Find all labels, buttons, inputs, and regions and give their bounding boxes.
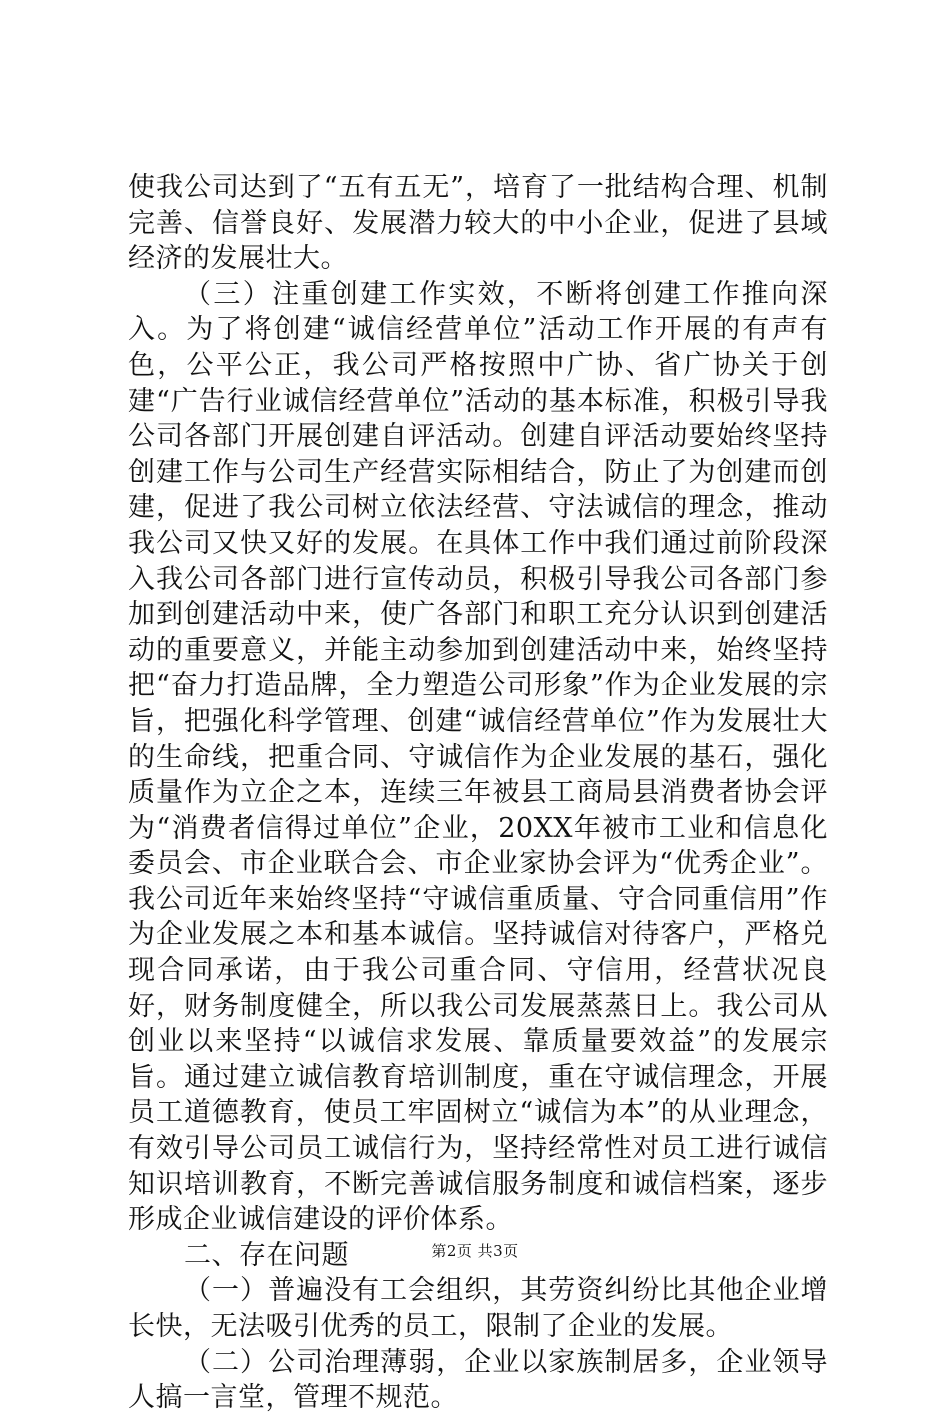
- paragraph-continuation: 使我公司达到了“五有五无”，培育了一批结构合理、机制完善、信誉良好、发展潜力较大的中小企业，促进了县域经济的发展壮大。: [128, 172, 828, 275]
- document-body: [128, 170, 828, 1416]
- paragraph-problem-two: （二）公司治理薄弱，企业以家族制居多，企业领导人搞一言堂，管理不规范。: [128, 1346, 828, 1414]
- page-number-footer: 第2页 共3页: [431, 1242, 519, 1260]
- paragraph-section-three: （三）注重创建工作实效，不断将创建工作推向深入。为了将创建“诚信经营单位”活动工作开展的有声有色，公平公正，我公司严格按照中广协、省广协关于创建“广告行业诚信经营单位”活动的基本标准，积极引导我公司各部门开展创建自评活动。创建自评活动要始终坚持创建工作与公司生产经营实际相结合，防止了为创建而创建，促进了我公司树立依法经营、守法诚信的理念，推动我公司又快又好的发展。在具体工作中我们通过前阶段深入我公司各部门进行宣传动员，积极引导我公司各部门参加到创建活动中来，使广各部门和职工充分认识到创建活动的重要意义，并能主动参加到创建活动中来，始终坚持把“奋力打造品牌，全力塑造公司形象”作为企业发展的宗旨，把强化科学管理、创建“诚信经营单位”作为发展壮大的生命线，把重合同、守诚信作为企业发展的基石，强化质量作为立企之本，连续三年被县工商局县消费者协会评为“消费者信得过单位”企业，20XX年被市工业和信息化委员会、市企业联合会、市企业家协会评为“优秀企业”。我公司近年来始终坚持“守诚信重质量、守合同重信用”作为企业发展之本和基本诚信。坚持诚信对待客户，严格兑现合同承诺，由于我公司重合同、守信用，经营状况良好，财务制度健全，所以我公司发展蒸蒸日上。我公司从创业以来坚持“以诚信求发展、靠质量要效益”的发展宗旨。通过建立诚信教育培训制度，重在守诚信理念，开展员工道德教育，使员工牢固树立“诚信为本”的从业理念，有效引导公司员工诚信行为，坚持经常性对员工进行诚信知识培训教育，不断完善诚信服务制度和诚信档案，逐步形成企业诚信建设的评价体系。: [128, 278, 828, 1236]
- paragraph-problem-one: （一）普遍没有工会组织，其劳资纠纷比其他企业增长快，无法吸引优秀的员工，限制了企业的发展。: [128, 1275, 828, 1342]
- section-heading-problems: 二、存在问题: [184, 1239, 349, 1271]
